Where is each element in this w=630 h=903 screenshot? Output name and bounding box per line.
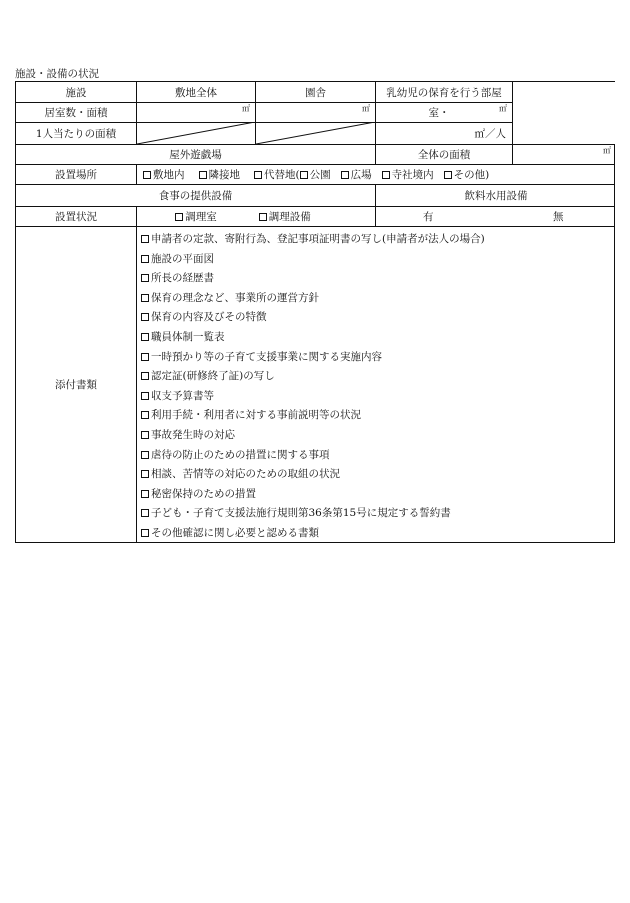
- attachment-item-label: 秘密保持のための措置: [151, 487, 256, 500]
- diagonal-slash: [137, 122, 255, 144]
- checkbox-icon: [141, 372, 149, 380]
- attachment-item[interactable]: [141, 348, 612, 368]
- checkbox-icon: [141, 509, 149, 517]
- building-per-person-cell: [256, 122, 376, 144]
- checkbox-icon: [141, 392, 149, 400]
- room-count-text: 室・: [428, 106, 450, 119]
- attachment-item[interactable]: [141, 524, 612, 544]
- checkbox-icon: [382, 171, 390, 179]
- playground-row: [16, 144, 614, 165]
- attachment-item[interactable]: [141, 406, 612, 426]
- attachment-item[interactable]: [141, 367, 612, 387]
- checkbox-icon: [141, 451, 149, 459]
- header-facility: 施設: [16, 82, 137, 102]
- option-park[interactable]: 公園: [300, 167, 331, 182]
- checkbox-icon: [175, 213, 183, 221]
- attachment-item-label: 一時預かり等の子育て支援事業に関する実施内容: [151, 350, 382, 363]
- option-cooking-equipment[interactable]: 調理設備: [259, 209, 311, 224]
- option-shrine[interactable]: 寺社境内: [382, 167, 434, 182]
- unit-m2: ㎡: [499, 104, 507, 113]
- checkbox-icon: [341, 171, 349, 179]
- checkbox-icon: [143, 171, 151, 179]
- per-person-label: 1人当たりの面積: [16, 122, 137, 144]
- checkbox-icon: [141, 333, 149, 341]
- checkbox-icon: [259, 213, 267, 221]
- attachment-item-label: 所長の経歴書: [151, 272, 214, 285]
- attachment-item-label: 認定証(研修終了証)の写し: [151, 370, 275, 383]
- location-options: [137, 164, 616, 184]
- header-infant-room: 乳幼児の保育を行う部屋: [376, 82, 513, 102]
- option-on-site[interactable]: 敷地内: [143, 167, 185, 182]
- infant-rooms-cell[interactable]: [376, 102, 513, 122]
- attachments-list: [137, 226, 616, 542]
- checkbox-icon: [141, 411, 149, 419]
- checkbox-icon: [141, 274, 149, 282]
- checkbox-icon: [141, 255, 149, 263]
- checkbox-icon: [141, 431, 149, 439]
- option-alternative[interactable]: 代替地(: [254, 167, 300, 182]
- option-plaza[interactable]: 広場: [341, 167, 372, 182]
- attachment-item[interactable]: [141, 504, 612, 524]
- checkbox-icon: [141, 470, 149, 478]
- option-adjacent[interactable]: 隣接地: [199, 167, 241, 182]
- attachment-item[interactable]: [141, 485, 612, 505]
- attachment-item[interactable]: [141, 446, 612, 466]
- location-label: 設置場所: [16, 164, 137, 184]
- blank-cell: [513, 82, 616, 144]
- attachment-item[interactable]: [141, 328, 612, 348]
- attachment-item-label: 施設の平面図: [151, 252, 214, 265]
- checkbox-icon: [141, 529, 149, 537]
- option-kitchen[interactable]: 調理室: [175, 209, 217, 224]
- diagonal-slash: [256, 122, 375, 144]
- total-area-cell[interactable]: [513, 144, 616, 164]
- checkbox-icon: [141, 294, 149, 302]
- meal-options: [137, 206, 376, 226]
- attachment-item-label: 保育の内容及びその特徴: [151, 311, 267, 324]
- water-facility-header: 飲料水用設備: [464, 189, 528, 202]
- attachment-item[interactable]: [141, 230, 612, 250]
- unit-m2: ㎡: [362, 104, 370, 113]
- meal-facility-header: 食事の提供設備: [16, 184, 376, 206]
- attachment-item[interactable]: [141, 387, 612, 407]
- status-label: 設置状況: [16, 206, 137, 226]
- checkbox-icon: [141, 353, 149, 361]
- unit-m2: ㎡: [603, 146, 611, 155]
- option-other[interactable]: その他): [444, 167, 490, 182]
- attachment-item[interactable]: [141, 289, 612, 309]
- attachment-item-label: 保育の理念など、事業所の運営方針: [151, 291, 319, 304]
- header-building: 園舎: [256, 82, 376, 102]
- rooms-label: 居室数・面積: [16, 102, 137, 122]
- attachment-item[interactable]: [141, 426, 612, 446]
- attachment-item[interactable]: [141, 465, 612, 485]
- water-options: [376, 206, 616, 226]
- attachment-item-label: 虐待の防止のための措置に関する事項: [151, 448, 330, 461]
- attachment-item-label: 利用手続・利用者に対する事前説明等の状況: [151, 409, 361, 422]
- attachments-row: [16, 226, 614, 542]
- building-area-cell[interactable]: [256, 102, 376, 122]
- page-title: 施設・設備の状況: [15, 68, 99, 80]
- header-site: 敷地全体: [137, 82, 256, 102]
- unit-m2: ㎡: [242, 104, 250, 113]
- attachment-item-label: 収支予算書等: [151, 389, 214, 402]
- checkbox-icon: [141, 313, 149, 321]
- checkbox-icon: [444, 171, 452, 179]
- attachment-item-label: 子ども・子育て支援法施行規則第36条第15号に規定する誓約書: [151, 507, 451, 520]
- site-area-cell[interactable]: [137, 102, 256, 122]
- water-no[interactable]: 無: [553, 210, 564, 223]
- attachment-item-label: 事故発生時の対応: [151, 428, 235, 441]
- attachment-item[interactable]: [141, 269, 612, 289]
- status-row: [16, 206, 614, 227]
- checkbox-icon: [141, 490, 149, 498]
- meals-header-row: [16, 184, 614, 207]
- attachment-item-label: その他確認に関し必要と認める書類: [151, 526, 319, 539]
- water-yes[interactable]: 有: [423, 210, 434, 223]
- attachment-item-label: 職員体制一覧表: [151, 330, 225, 343]
- checkbox-icon: [141, 235, 149, 243]
- total-area-label: 全体の面積: [376, 144, 513, 164]
- facility-table: [15, 81, 615, 543]
- per-person-unit: ㎡／人: [474, 127, 506, 140]
- checkbox-icon: [199, 171, 207, 179]
- infant-per-person-cell[interactable]: [376, 122, 513, 144]
- attachment-item-label: 相談、苦情等の対応のための取組の状況: [151, 468, 340, 481]
- attachment-item[interactable]: [141, 308, 612, 328]
- playground-label: 屋外遊戯場: [16, 144, 376, 164]
- checkbox-icon: [300, 171, 308, 179]
- location-row: [16, 164, 614, 185]
- attachments-label: 添付書類: [16, 226, 137, 542]
- attachment-item[interactable]: [141, 250, 612, 270]
- checkbox-icon: [254, 171, 262, 179]
- site-per-person-cell: [137, 122, 256, 144]
- attachment-item-label: 申請者の定款、寄附行為、登記事項証明書の写し(申請者が法人の場合): [151, 233, 485, 245]
